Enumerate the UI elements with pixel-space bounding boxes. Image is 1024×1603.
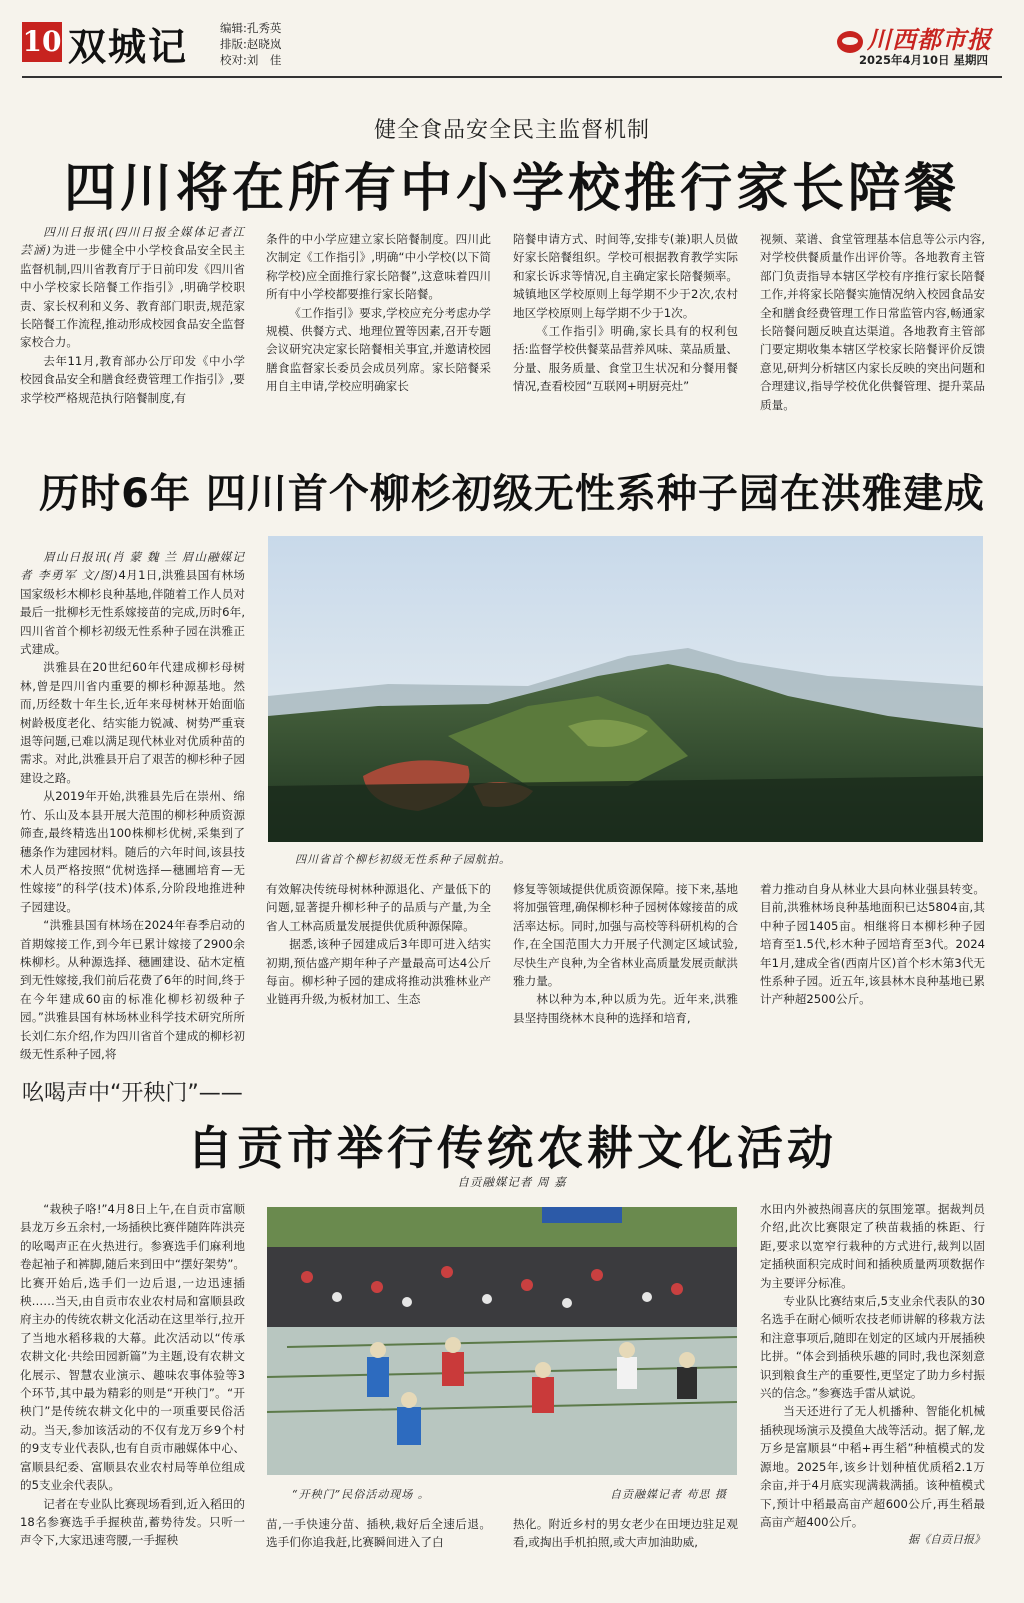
article2-column-2	[266, 880, 491, 1009]
article3-photo-credit: 自贡融媒记者 苟思 摄	[610, 1488, 727, 1501]
article3-column-2	[266, 1515, 491, 1552]
paragraph: 记者在专业队比赛现场看到,近入稻田的18名参赛选手手握秧苗,蓄势待发。只听一声令下,大家迅速弯腰,一手握秧	[20, 1496, 245, 1548]
article1-column-2	[266, 230, 491, 396]
paper-logo	[837, 20, 992, 55]
paragraph: 据悉,该种子园建成后3年即可进入结实初期,预估盛产期年种子产量最高可达4公斤每亩。柳杉种子园的建成将推动洪雅林业产业链再升级,为板材加工、生态	[266, 937, 491, 1007]
paragraph: 修复等领域提供优质资源保障。接下来,基地将加强管理,确保柳杉种子园树体嫁接苗的成活率达标。同时,加强与高校等科研机构的合作,在全国范围大力开展子代测定区域试验,尽快生产良种,为全省林业高质量发展贡献洪雅力量。	[513, 882, 738, 989]
paragraph: 4月1日,洪雅县国有林场国家级杉木柳杉良种基地,伴随着工作人员对最后一批柳杉无性系嫁接苗的完成,历时6年,四川省首个柳杉初级无性系种子园在洪雅正式建成。	[20, 568, 245, 657]
article2-headline: 历时6年 四川首个柳杉初级无性系种子园在洪雅建成	[39, 471, 985, 517]
paper-name: 川西都市报	[867, 25, 992, 54]
article2-photo-caption: 四川省首个柳杉初级无性系种子园航拍。	[295, 853, 511, 866]
article2-byline: 眉山日报讯(肖 蒙 魏 兰 眉山融媒记者 李勇军 文/图)	[20, 550, 245, 583]
paragraph: 去年11月,教育部办公厅印发《中小学校园食品安全和膳食经费管理工作指引》,要求学校严格规范执行陪餐制度,有	[20, 353, 245, 405]
article2-column-4	[760, 880, 985, 1009]
paragraph: 当天还进行了无人机播种、智能化机械插秧现场演示及摸鱼大战等活动。据了解,龙万乡是富顺县“中稻+再生稻”种植模式的发源地。2025年,该乡计划种植优质稻2.1万余亩,并于4月底实现满栽满插。该种植模式下,预计中稻最高亩产超600公斤,再生稻最高亩产超400公斤。	[760, 1404, 985, 1529]
article3-column-4	[760, 1200, 985, 1550]
section-title: 双城记	[68, 24, 189, 69]
article3-column-1	[20, 1200, 245, 1550]
editor-line: 校对:刘 佳	[220, 53, 282, 67]
article1-column-1	[20, 223, 245, 407]
article1-kicker: 健全食品安全民主监督机制	[373, 118, 650, 143]
article3-kicker: 吆喝声中“开秧门”——	[22, 1081, 243, 1106]
issue-date: 2025年4月10日 星期四	[858, 53, 988, 67]
paragraph: 条件的中小学应建立家长陪餐制度。四川此次制定《工作指引》,明确“中小学校(以下简称学校)应全面推行家长陪餐”,这意味着四川所有中小学校都要推行家长陪餐。	[266, 232, 491, 302]
paragraph: 《工作指引》要求,学校应充分考虑办学规模、供餐方式、地理位置等因素,召开专题会议研究决定家长陪餐相关事宜,并邀请校园膳食监督家长委员会成员列席。家长陪餐采用自主申请,学校应明确家长	[266, 305, 491, 394]
article3-reporter: 自贡融媒记者 周 嘉	[457, 1175, 567, 1189]
article3-photo-caption: “开秧门”民俗活动现场 。	[292, 1488, 430, 1501]
paragraph: 有效解决传统母树林种源退化、产量低下的问题,显著提升柳杉种子的品质与产量,为全省人工林高质量发展提供优质种源保障。	[266, 882, 491, 933]
editor-credits	[220, 20, 281, 68]
article2-column-3	[513, 880, 738, 1027]
rice-planting-event-photo	[267, 1207, 737, 1475]
masthead-rule	[22, 76, 1002, 78]
editor-line: 编辑:孔秀英	[220, 21, 282, 35]
article1-column-4	[760, 230, 985, 414]
editor-line: 排版:赵晓岚	[220, 37, 282, 51]
article3-source: 据《自贡日报》	[908, 1533, 985, 1547]
paper-logo-icon	[837, 31, 863, 53]
paragraph: 视频、菜谱、食堂管理基本信息等公示内容,对学校供餐质量作出评价等。各地教育主管部门负责指导本辖区学校有序推行家长陪餐工作,并将家长陪餐实施情况纳入校园食品安全和膳食经费管理工作日常监管内容,畅通家长陪餐问题反映直达渠道。各地教育主管部门要定期收集本辖区学校家长陪餐评价反馈意见,研判分析辖区内家长反映的突出问题和合理建议,指导学校优化供餐管理、提升菜品质量。	[760, 232, 985, 412]
paragraph: 苗,一手快速分苗、插秧,栽好后全速后退。选手们你追我赶,比赛瞬间进入了白	[266, 1517, 491, 1550]
paragraph: “洪雅县国有林场在2024年春季启动的首期嫁接工作,到今年已累计嫁接了2900余株柳杉。从种源选择、穗圃建设、砧木定植到无性嫁接,我们前后花费了6年的时间,终于在今年建成60亩的标准化柳杉初级种子园。”洪雅县国有林场林业科学技术研究所所长刘仁东介绍,作为四川省首个建成的柳杉初级无性系种子园,将	[20, 918, 245, 1061]
paragraph: 专业队比赛结束后,5支业余代表队的30名选手在耐心倾听农技老师讲解的移栽方法和注意事项后,随即在划定的区域内开展插秧比拼。“体会到插秧乐趣的同时,我也深刻意识到粮食生产的重要性,更坚定了助力乡村振兴的信念。”参赛选手雷从斌说。	[760, 1294, 985, 1401]
paragraph: 洪雅县在20世纪60年代建成柳杉母树林,曾是四川省内重要的柳杉种源基地。然而,历经数十年生长,近年来母树林开始面临树龄极度老化、结实能力锐减、树势严重衰退等问题,已难以满足现代林业对优质种苗的需求。对此,洪雅县开启了艰苦的柳杉种子园建设之路。	[20, 660, 245, 785]
paragraph: 为进一步健全中小学校食品安全民主监督机制,四川省教育厅于日前印发《四川省中小学校家长陪餐工作指引》,明确学校职责、家长权利和义务、教育部门职责,规范家长陪餐工作流程,推动形成校园食品安全监督家校合力。	[20, 243, 245, 350]
paragraph: 林以种为本,种以质为先。近年来,洪雅县坚持围绕林木良种的选择和培育,	[513, 992, 738, 1025]
paragraph: 从2019年开始,洪雅县先后在崇州、绵竹、乐山及本县开展大范围的柳杉种质资源筛查,最终精选出100株柳杉优树,采集到了穗条作为建园材料。随后的六年时间,该县技术人员严格按照“优树选择—穗圃培育—无性嫁接”的科学(技术)体系,分阶段地推进种子园建设。	[20, 789, 245, 914]
page-number: 10	[22, 22, 62, 62]
paragraph: 《工作指引》明确,家长具有的权利包括:监督学校供餐菜品营养风味、菜品质量、分量、服务质量、食堂卫生状况和分餐用餐情况,查看校园“互联网+明厨亮灶”	[513, 324, 738, 394]
article3-headline: 自贡市举行传统农耕文化活动	[187, 1121, 837, 1175]
article2-column-1	[20, 548, 245, 1063]
paragraph: 水田内外被热闹喜庆的氛围笼罩。据裁判员介绍,此次比赛限定了秧苗栽插的株距、行距,要求以宽窄行栽种的方式进行,裁判以固定插秧面积完成时间和插秧质量两项数据作为主要评分标准。	[760, 1202, 985, 1290]
article1-byline: 四川日报讯(四川日报全媒体记者江芸涵)	[20, 225, 245, 258]
paragraph: 陪餐申请方式、时间等,安排专(兼)职人员做好家长陪餐组织。学校可根据教育教学实际和家长诉求等情况,自主确定家长陪餐频率。城镇地区学校原则上每学期不少于2次,农村地区学校原则上每学期不少于1次。	[513, 232, 738, 320]
article1-column-3	[513, 230, 738, 396]
article1-headline: 四川将在所有中小学校推行家长陪餐	[63, 159, 960, 219]
paragraph: “栽秧子咯!”4月8日上午,在自贡市富顺县龙万乡五余村,一场插秧比赛伴随阵阵洪亮的吆喝声正在火热进行。参赛选手们麻利地卷起袖子和裤脚,随后来到田中“摆好架势”。比赛开始后,选手们一边后退,一边迅速插秧……当天,由自贡市农业农村局和富顺县政府主办的传统农耕文化活动在这里举行,拉开了当地水稻移栽的大幕。此次活动以“传承农耕文化·共绘田园新篇”为主题,设有农耕文化展示、智慧农业演示、趣味农事体验等3个环节,其中最为精彩的则是“开秧门”。“开秧门”是传统农耕文化中的一项重要民俗活动。当天,参加该活动的不仅有龙万乡9个村的9支专业代表队,也有自贡市融媒体中心、富顺县纪委、富顺县农业农村局等单位组成的5支业余代表队。	[20, 1202, 245, 1493]
paragraph: 着力推动自身从林业大县向林业强县转变。目前,洪雅林场良种基地面积已达5804亩,其中种子园1405亩。相继将日本柳杉种子园培育至1.5代,杉木种子园培育至3代。2024年1月,建成全省(西南片区)首个杉木第3代无性系种子园。近五年,该县林木良种基地已累计产种超2500公斤。	[760, 882, 985, 1007]
article3-column-3	[513, 1515, 738, 1552]
seed-orchard-aerial-photo	[268, 536, 983, 842]
paragraph: 热化。附近乡村的男女老少在田埂边驻足观看,或掏出手机拍照,或大声加油助威,	[513, 1517, 738, 1550]
